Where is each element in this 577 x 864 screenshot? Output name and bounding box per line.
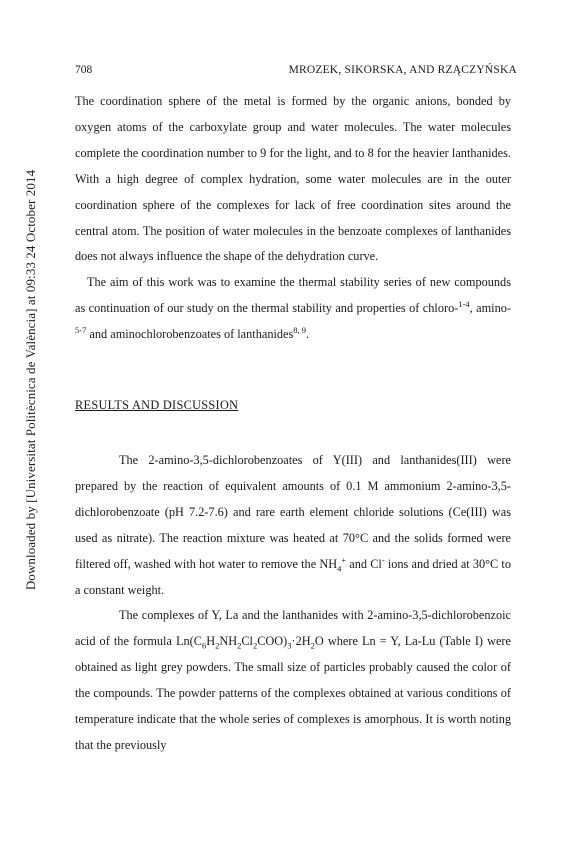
text-run: ·2H	[291, 634, 311, 649]
reference-sup: 5-7	[75, 325, 87, 336]
subscript: 6	[201, 640, 207, 651]
page-number: 708	[75, 64, 93, 76]
subscript: 3	[287, 640, 292, 651]
paragraph-preparation	[75, 448, 511, 603]
subscript: 2	[215, 640, 220, 651]
subscript: 2	[252, 640, 258, 651]
download-watermark-text: Downloaded by [Universitat Politècnica de València] at 09:33 24 October 2014	[23, 169, 38, 591]
text-run: The complexes of Y, La and the lanthanides with 2-amino-3,5-dichlorobenzoic acid of the formula Ln(C	[75, 608, 511, 649]
text-run: and Cl	[346, 556, 382, 571]
subscript: 2	[237, 640, 242, 651]
reference-sup: 8, 9	[293, 325, 307, 336]
superscript: -	[381, 554, 385, 565]
download-watermark	[18, 120, 44, 640]
running-title: MROZEK, SIKORSKA, AND RZĄCZYŃSKA	[288, 64, 517, 76]
reference-sup: 1-4	[458, 299, 470, 310]
page-header	[75, 64, 517, 76]
text-run: NH	[219, 634, 238, 649]
intro-text	[75, 89, 511, 348]
paragraph-complexes	[75, 603, 511, 758]
text-run: .	[306, 327, 310, 342]
superscript: +	[341, 554, 347, 565]
paragraph-coordination: The coordination sphere of the metal is formed by the organic anions, bonded by oxygen atoms of the carboxylate group and water molecules. The water molecules complete the coordination number to 9 for the light, and to 8 for the heavier lanthanides. With a high degree of complex hydration, some water molecules are in the outer coordination sphere of the complexes for lack of free coordination sites around the central atom. The position of water molecules in the benzoate complexes of lanthanides does not always influence the shape of the dehydration curve.	[75, 94, 511, 264]
text-run: O where Ln = Y, La-Lu (Table I) were obtained as light grey powders. The small size of particles probably caused the color of the compounds. The powder patterns of the complexes obtained at various conditions of temperature indicate that the whole series of complexes is amorphous. It is worth noting that the previously	[75, 634, 511, 752]
text-run: COO)	[257, 634, 288, 649]
text-run: H	[206, 634, 216, 649]
text-run: ions and dried at 30°C to a constant weight.	[75, 556, 511, 597]
paragraph-aim	[75, 270, 511, 348]
text-run: The 2-amino-3,5-dichlorobenzoates of Y(III) and lanthanides(III) were prepared by the reaction of equivalent amounts of 0.1 M ammonium 2-amino-3,5-dichlorobenzoate (pH 7.2-7.6) and rare earth element chloride solutions (Ce(III) was used as nitrate). The reaction mixture was heated at 70°C and the solids formed were filtered off, washed with hot water to remove the NH	[75, 453, 511, 571]
subscript: 2	[310, 640, 315, 651]
text-run: Cl	[241, 634, 253, 649]
text-run: The aim of this work was to examine the thermal stability series of new compounds as continuation of our study on the thermal stability and properties of chloro-	[75, 275, 511, 316]
subscript: 4	[337, 563, 342, 574]
results-text	[75, 448, 511, 759]
text-run: , amino-	[469, 301, 511, 316]
text-run: and aminochlorobenzoates of lanthanides	[86, 327, 294, 342]
section-heading: RESULTS AND DISCUSSION	[75, 398, 239, 412]
